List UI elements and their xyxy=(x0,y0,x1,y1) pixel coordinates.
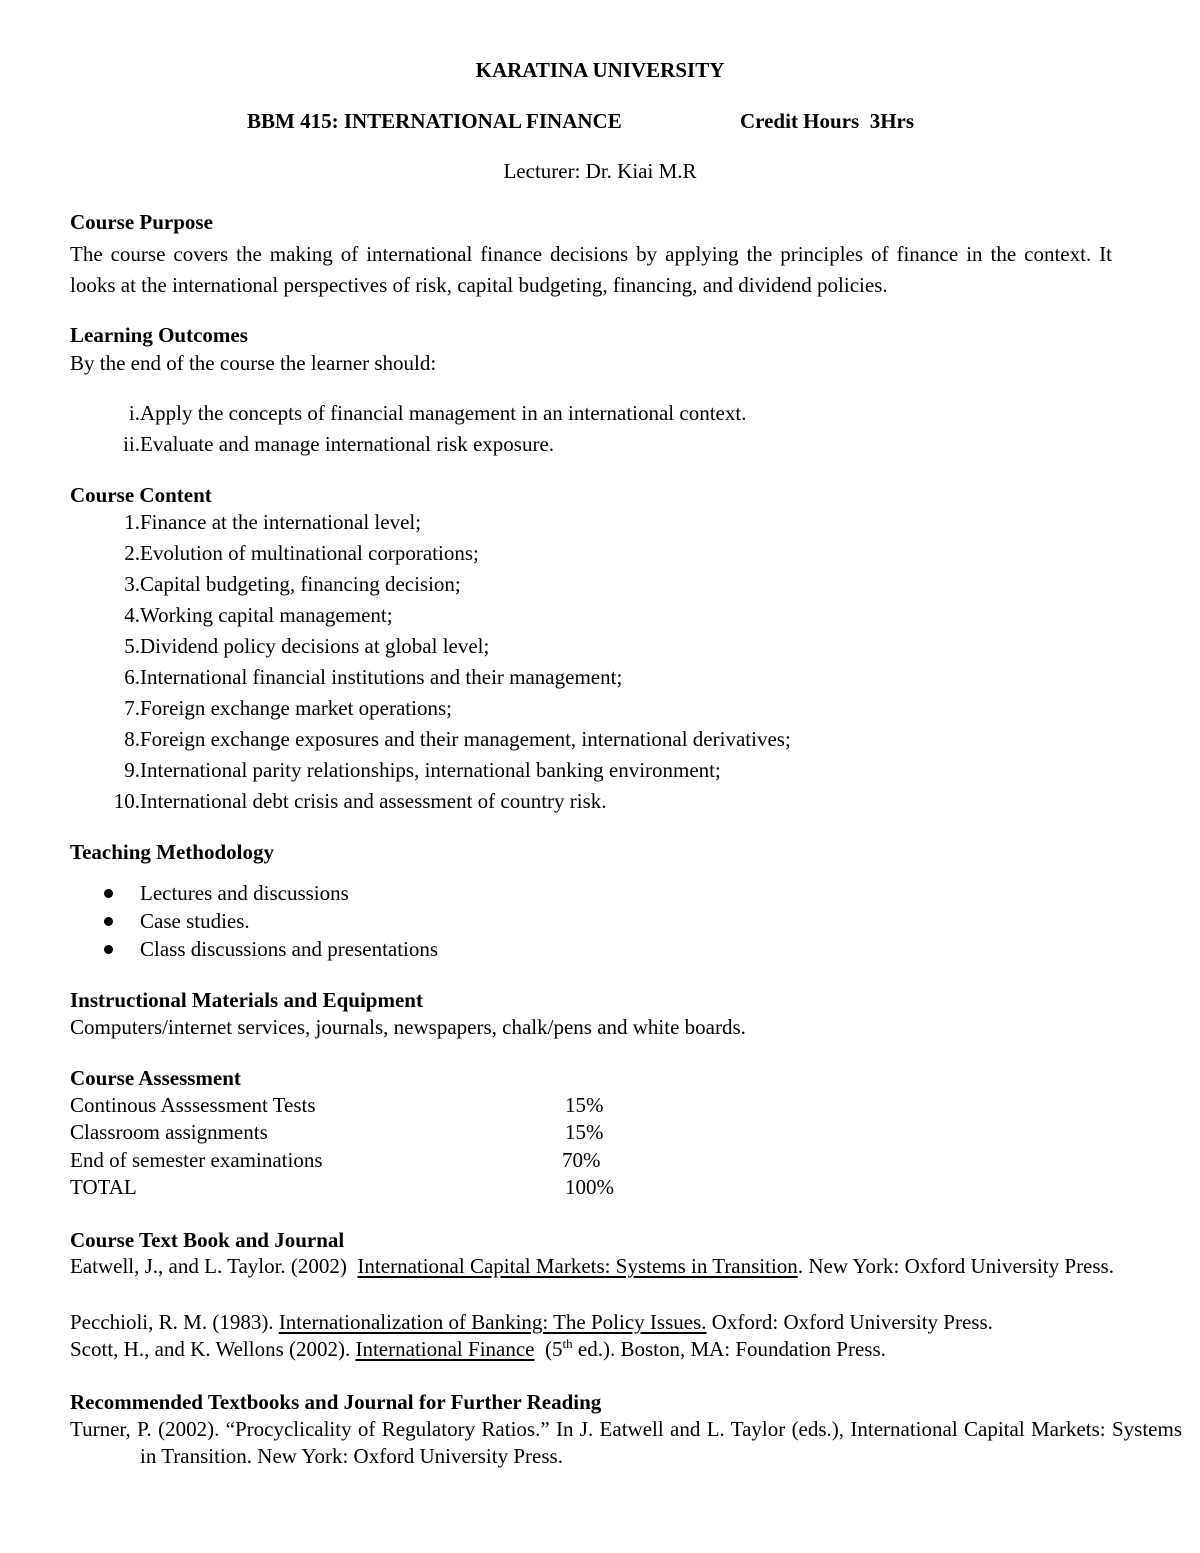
course-purpose-text: The course covers the making of international finance decisions by applying the principles of finance in the context. It looks at the international perspectives of risk, capital budgeting, financing, and dividend policies. xyxy=(70,242,1112,297)
list-item xyxy=(70,725,1112,753)
methodology-text: Class discussions and presentations xyxy=(140,937,439,961)
reference-item xyxy=(70,1308,993,1336)
reference-publisher: ed.). Boston, MA: Foundation Press. xyxy=(572,1337,886,1361)
content-number: 3. xyxy=(124,572,140,596)
assessment-label: TOTAL xyxy=(70,1175,137,1199)
content-text: Evolution of multinational corporations; xyxy=(140,541,479,565)
learning-outcomes-heading: Learning Outcomes xyxy=(70,323,248,347)
learning-outcomes-intro: By the end of the course the learner should: xyxy=(70,351,437,375)
list-item xyxy=(70,935,1112,963)
lecturer-line: Lecturer: Dr. Kiai M.R xyxy=(503,159,697,183)
assessment-label: End of semester examinations xyxy=(70,1148,323,1172)
methodology-text: Lectures and discussions xyxy=(140,881,349,905)
university-title: KARATINA UNIVERSITY xyxy=(475,58,725,82)
list-item xyxy=(70,663,1112,691)
list-item xyxy=(70,756,1112,784)
content-text: Capital budgeting, financing decision; xyxy=(140,572,461,596)
reference-title: International Capital Markets: Systems in Transition xyxy=(357,1254,798,1278)
content-text: Foreign exchange market operations; xyxy=(140,696,452,720)
reference-title: Internationalization of Banking: The Policy Issues. xyxy=(278,1310,707,1334)
credit-hours: Credit Hours 3Hrs xyxy=(740,109,915,133)
reference-item xyxy=(70,1253,1182,1280)
list-item xyxy=(70,879,1112,907)
recommended-reference: Turner, P. (2002). “Procyclicality of Regulatory Ratios.” In J. Eatwell and L. Taylor (eds.), International Capital Markets: Systems in Transition. New York: Oxford University Press. xyxy=(70,1417,1182,1468)
reference-publisher: . New York: Oxford University Press. xyxy=(797,1254,1114,1278)
list-item xyxy=(70,430,1112,458)
teaching-methodology-heading: Teaching Methodology xyxy=(70,840,274,864)
assessment-value: 70% xyxy=(562,1148,601,1172)
reference-publisher: Oxford: Oxford University Press. xyxy=(706,1310,993,1334)
list-item xyxy=(70,694,1112,722)
content-number: 6. xyxy=(124,665,140,689)
methodology-text: Case studies. xyxy=(140,909,250,933)
recommended-heading: Recommended Textbooks and Journal for Further Reading xyxy=(70,1390,602,1414)
assessment-label: Classroom assignments xyxy=(70,1120,268,1144)
content-text: Foreign exchange exposures and their management, international derivatives; xyxy=(140,727,791,751)
list-item xyxy=(70,570,1112,598)
list-item xyxy=(70,399,1112,427)
list-item xyxy=(70,508,1112,536)
content-text: International financial institutions and their management; xyxy=(140,665,623,689)
outcome-text: Evaluate and manage international risk exposure. xyxy=(140,432,555,456)
content-text: International parity relationships, international banking environment; xyxy=(140,758,721,782)
content-number: 2. xyxy=(124,541,140,565)
reference-authors: Scott, H., and K. Wellons (2002). xyxy=(70,1337,356,1361)
materials-heading: Instructional Materials and Equipment xyxy=(70,988,423,1012)
list-item xyxy=(70,601,1112,629)
list-item xyxy=(70,907,1112,935)
outcome-text: Apply the concepts of financial management in an international context. xyxy=(140,401,747,425)
content-number: 7. xyxy=(124,696,140,720)
content-number: 1. xyxy=(124,510,140,534)
content-text: Working capital management; xyxy=(140,603,393,627)
reference-edition-suffix: th xyxy=(562,1336,573,1351)
reference-title: International Finance xyxy=(355,1337,535,1361)
course-content-heading: Course Content xyxy=(70,483,212,507)
content-number: 4. xyxy=(124,603,140,627)
list-item xyxy=(70,539,1112,567)
reference-edition: (5 xyxy=(534,1337,563,1361)
assessment-heading: Course Assessment xyxy=(70,1066,241,1090)
list-item xyxy=(70,787,1112,815)
reference-item xyxy=(70,1335,886,1363)
content-number: 10. xyxy=(113,789,140,813)
reference-authors: Pecchioli, R. M. (1983). xyxy=(70,1310,279,1334)
assessment-value: 15% xyxy=(565,1093,604,1117)
assessment-value: 15% xyxy=(565,1120,604,1144)
bullet-icon xyxy=(104,917,113,926)
content-number: 8. xyxy=(124,727,140,751)
bullet-icon xyxy=(104,889,113,898)
course-purpose-heading: Course Purpose xyxy=(70,210,213,234)
assessment-label: Continous Asssessment Tests xyxy=(70,1093,316,1117)
materials-text: Computers/internet services, journals, newspapers, chalk/pens and white boards. xyxy=(70,1015,746,1039)
outcome-number: ii. xyxy=(123,432,140,456)
textbooks-heading: Course Text Book and Journal xyxy=(70,1228,345,1252)
course-code-title: BBM 415: INTERNATIONAL FINANCE xyxy=(247,109,622,133)
content-number: 5. xyxy=(124,634,140,658)
content-number: 9. xyxy=(124,758,140,782)
bullet-icon xyxy=(104,945,113,954)
content-text: Finance at the international level; xyxy=(140,510,422,534)
outcome-number: i. xyxy=(128,401,140,425)
reference-authors: Eatwell, J., and L. Taylor. (2002) xyxy=(70,1254,358,1278)
list-item xyxy=(70,632,1112,660)
content-text: Dividend policy decisions at global level; xyxy=(140,634,490,658)
assessment-value: 100% xyxy=(565,1175,614,1199)
content-text: International debt crisis and assessment of country risk. xyxy=(140,789,607,813)
